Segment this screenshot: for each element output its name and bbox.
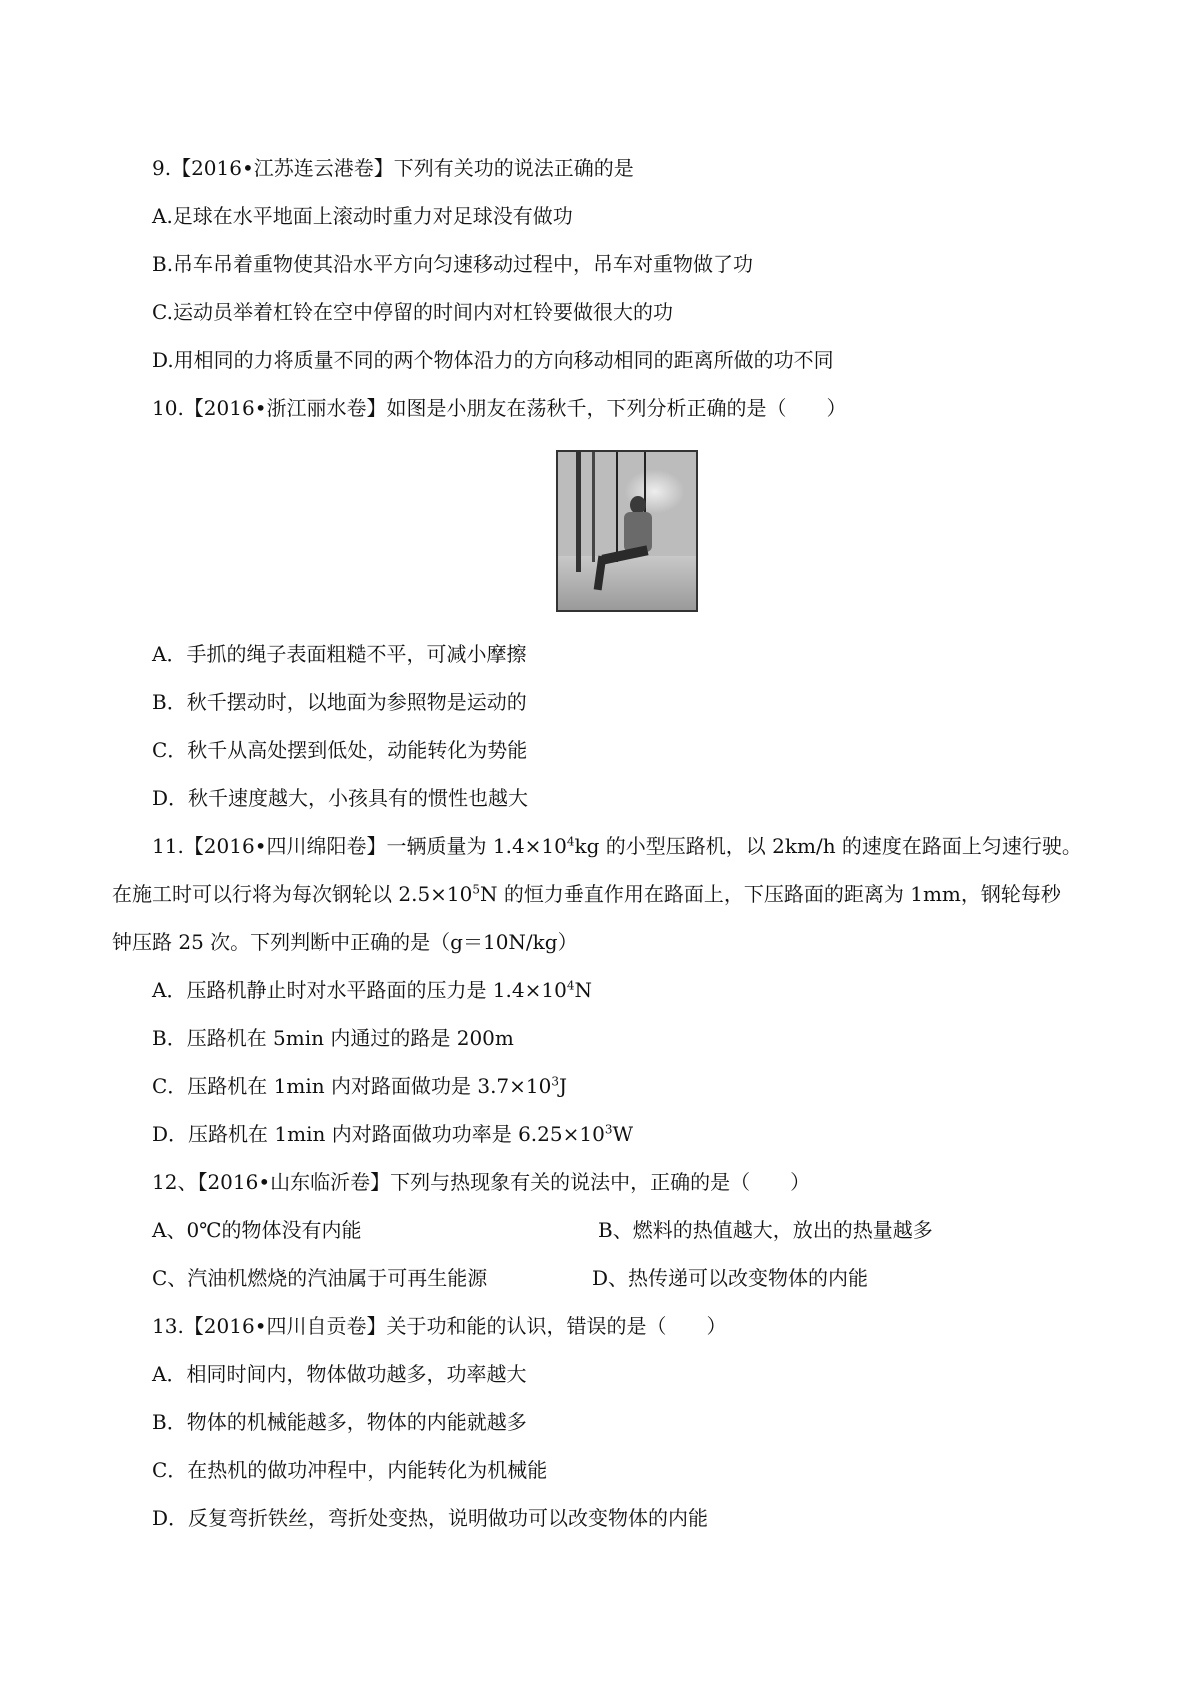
q11-option-a-text: A．压路机静止时对水平路面的压力是 1.4×10 xyxy=(152,978,567,1002)
q11-stem-line1-exponent: 4 xyxy=(566,834,575,849)
q12-option-d: D、热传递可以改变物体的内能 xyxy=(592,1266,869,1290)
q12-stem: 12、【2016•山东临沂卷】下列与热现象有关的说法中，正确的是（ ） xyxy=(152,1170,811,1194)
q11-option-d-exponent: 3 xyxy=(604,1122,613,1137)
q12-option-c: C、汽油机燃烧的汽油属于可再生能源 xyxy=(152,1266,488,1290)
q9-option-a: A.足球在水平地面上滚动时重力对足球没有做功 xyxy=(152,204,573,228)
q11-stem-line3: 钟压路 25 次。下列判断中正确的是（g＝10N/kg） xyxy=(112,930,578,954)
q11-option-b: B．压路机在 5min 内通过的路是 200m xyxy=(152,1026,514,1050)
q10-option-c: C．秋千从高处摆到低处，动能转化为势能 xyxy=(152,738,528,762)
q11-option-c-unit: J xyxy=(559,1074,568,1098)
q12-option-b: B、燃料的热值越大，放出的热量越多 xyxy=(598,1218,933,1242)
q13-stem: 13.【2016•四川自贡卷】关于功和能的认识，错误的是（ ） xyxy=(152,1314,727,1338)
q11-option-a-exponent: 4 xyxy=(566,978,575,993)
q9-option-d: D.用相同的力将质量不同的两个物体沿力的方向移动相同的距离所做的功不同 xyxy=(152,348,834,372)
q13-option-b: B．物体的机械能越多，物体的内能就越多 xyxy=(152,1410,527,1434)
q13-option-a: A．相同时间内，物体做功越多，功率越大 xyxy=(152,1362,527,1386)
q11-stem-line2-a: 在施工时可以行将为每次钢轮以 2.5×10 xyxy=(112,882,473,906)
q11-stem-line1-a: 11.【2016•四川绵阳卷】一辆质量为 1.4×10 xyxy=(152,834,567,858)
q11-option-c-text: C．压路机在 1min 内对路面做功是 3.7×10 xyxy=(152,1074,552,1098)
q10-option-d: D．秋千速度越大，小孩具有的惯性也越大 xyxy=(152,786,529,810)
q9-option-b: B.吊车吊着重物使其沿水平方向匀速移动过程中，吊车对重物做了功 xyxy=(152,252,754,276)
q11-option-d xyxy=(152,1120,633,1148)
q11-stem-line2 xyxy=(112,880,1061,908)
q10-stem: 10.【2016•浙江丽水卷】如图是小朋友在荡秋千，下列分析正确的是（ ） xyxy=(152,396,847,420)
q11-option-d-text: D．压路机在 1min 内对路面做功功率是 6.25×10 xyxy=(152,1122,605,1146)
swing-photo xyxy=(556,450,698,612)
q11-option-a xyxy=(152,976,592,1004)
q11-option-c xyxy=(152,1072,567,1100)
q10-option-a: A．手抓的绳子表面粗糙不平，可减小摩擦 xyxy=(152,642,527,666)
q11-option-c-exponent: 3 xyxy=(551,1074,559,1089)
q11-stem-line1 xyxy=(152,832,1082,860)
q9-option-c: C.运动员举着杠铃在空中停留的时间内对杠铃要做很大的功 xyxy=(152,300,673,324)
q11-stem-line2-exponent: 5 xyxy=(472,882,481,897)
q11-option-a-unit: N xyxy=(574,978,592,1002)
q9-stem: 9.【2016•江苏连云港卷】下列有关功的说法正确的是 xyxy=(152,156,634,180)
q10-option-b: B．秋千摆动时，以地面为参照物是运动的 xyxy=(152,690,527,714)
q11-stem-line1-b: kg 的小型压路机，以 2km/h 的速度在路面上匀速行驶。 xyxy=(574,834,1082,858)
q13-option-d: D．反复弯折铁丝，弯折处变热，说明做功可以改变物体的内能 xyxy=(152,1506,709,1530)
q13-option-c: C．在热机的做功冲程中，内能转化为机械能 xyxy=(152,1458,548,1482)
q11-stem-line2-b: N 的恒力垂直作用在路面上，下压路面的距离为 1mm，钢轮每秒 xyxy=(480,882,1061,906)
q11-option-d-unit: W xyxy=(612,1122,634,1146)
q12-option-a: A、0℃的物体没有内能 xyxy=(152,1218,362,1242)
